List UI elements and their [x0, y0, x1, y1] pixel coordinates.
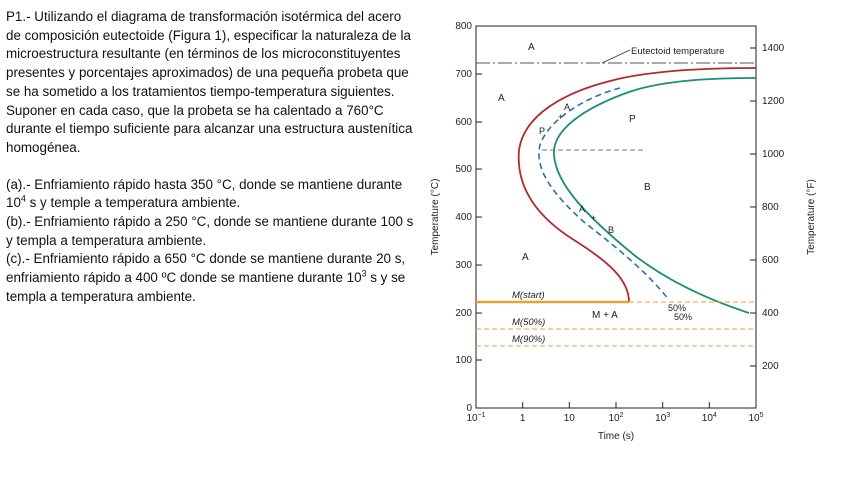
y-tick-label: 800: [455, 21, 472, 32]
region-label-austenite: A: [522, 252, 529, 263]
y2-tick-label: 1200: [762, 96, 785, 107]
transformation-finish-curve: [554, 78, 756, 313]
y-axis-celsius: [476, 26, 482, 360]
m-start-label: M(start): [512, 290, 545, 301]
y2-tick-label: 200: [762, 361, 779, 372]
item-a-text-end: s y temple a temperatura ambiente.: [25, 195, 241, 211]
region-label-pearlite: P: [629, 114, 636, 125]
y-axis-label: Temperature (°C): [430, 178, 441, 256]
x-tick-label: $10^2$: [608, 412, 624, 424]
region-label-pearlite-small: P: [539, 126, 546, 136]
y-tick-label: 500: [455, 164, 472, 175]
problem-statement: [6, 8, 416, 307]
item-b: (b).- Enfriamiento rápido a 250 °C, donde se mantiene durante 100 s y templa a temperatura ambiente.: [6, 214, 414, 248]
region-label-plus: +: [558, 112, 564, 122]
plot-frame: [476, 26, 756, 408]
x-tick-label: 10: [563, 413, 575, 424]
problem-intro: P1.- Utilizando el diagrama de transformación isotérmica del acero de composición eutectoide (Figura 1), especificar la naturaleza de la microestructura resultante (en términos de los microconstituyentes presentes y porcentajes aproximados) de una pequeña probeta que se ha sometido a los tratamientos tiempo-temperatura siguientes. Suponer en cada caso, que la probeta se ha calentado a 760°C durante el tiempo suficiente para alcanzar una estructura austenítica homogénea.: [6, 9, 413, 155]
item-a-text: (a).- Enfriamiento rápido hasta 350 °C, donde se mantiene durante 10: [6, 176, 403, 211]
m-90-label: M(90%): [512, 334, 546, 345]
region-label-austenite-small: A: [564, 102, 571, 112]
item-c-text: (c).- Enfriamiento rápido a 650 °C donde se mantiene durante 20 s, enfriamiento rápido a 400 ºC donde se mantiene durante 10: [6, 251, 406, 286]
x-axis: [476, 402, 756, 408]
region-label-austenite-small: A: [579, 204, 586, 214]
region-label-martensite-austenite: M + A: [592, 310, 618, 321]
x-tick-label: $10^{-1}$: [466, 412, 486, 424]
region-label-bainite-small: B: [608, 225, 615, 235]
m-50-label: M(50%): [512, 317, 546, 328]
ttt-diagram: [424, 10, 848, 450]
x-tick-label: $10^3$: [655, 412, 671, 424]
y-tick-label: 300: [455, 260, 472, 271]
eutectoid-label: Eutectoid temperature: [631, 46, 725, 57]
y2-tick-label: 400: [762, 308, 779, 319]
y-tick-label: 700: [455, 69, 472, 80]
region-label-plus: +: [591, 213, 597, 223]
y2-tick-label: 800: [762, 202, 779, 213]
x-tick-label: 1: [519, 413, 526, 424]
y2-tick-label: 600: [762, 255, 779, 266]
item-c-exponent: 3: [361, 268, 367, 279]
x-axis-label: Time (s): [597, 431, 635, 442]
y-axis-fahrenheit: [750, 48, 756, 366]
fifty-percent-label: 50%: [668, 303, 687, 313]
y2-tick-label: 1000: [762, 149, 785, 160]
y-tick-label: 600: [455, 117, 472, 128]
item-c: [6, 250, 416, 306]
item-a-exponent: 4: [20, 193, 26, 204]
y-tick-label: 0: [466, 403, 472, 414]
y-tick-label: 100: [455, 355, 472, 366]
fifty-percent-label-curve: 50%: [674, 312, 693, 322]
item-a: [6, 176, 416, 213]
y2-axis-label: Temperature (°F): [806, 179, 817, 255]
region-label-austenite: A: [528, 42, 535, 53]
item-c-text-end: s y se templa a temperatura ambiente.: [6, 270, 406, 304]
x-tick-label: $10^5$: [748, 412, 764, 424]
region-label-bainite: B: [644, 182, 651, 193]
y2-tick-label: 1400: [762, 43, 785, 54]
x-tick-label: $10^4$: [701, 412, 717, 424]
y-tick-label: 200: [455, 308, 472, 319]
y-tick-label: 400: [455, 212, 472, 223]
region-label-austenite: A: [498, 93, 505, 104]
eutectoid-leader: [602, 50, 630, 63]
